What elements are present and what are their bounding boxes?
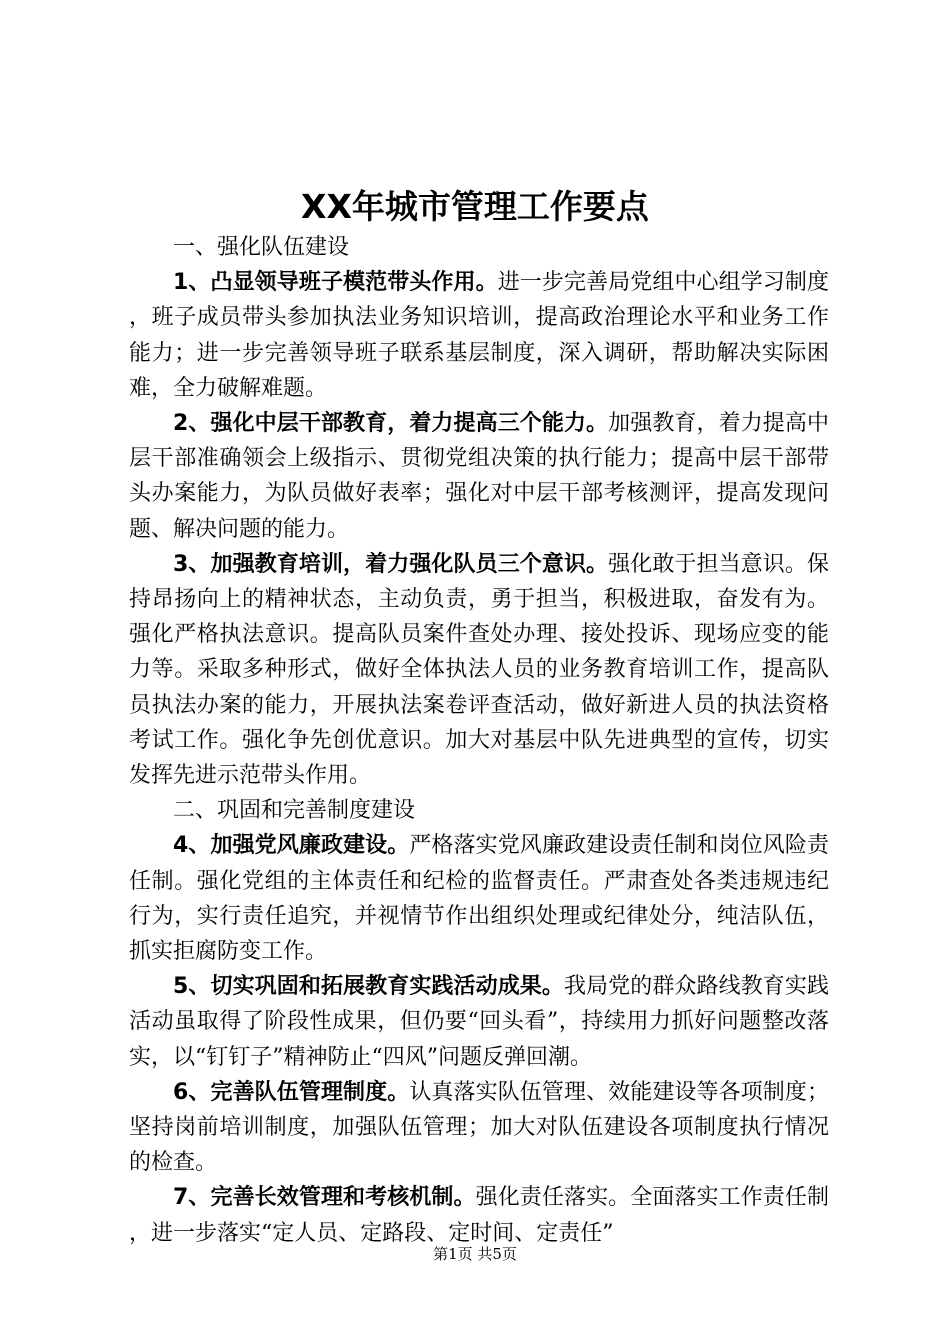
paragraph-lead: 2、强化中层干部教育，着力提高三个能力。 — [173, 411, 609, 437]
paragraph-lead: 6、完善队伍管理制度。 — [173, 1079, 410, 1105]
paragraph-lead: 4、加强党风廉政建设。 — [173, 833, 410, 859]
paragraph-text: 严格落实党风廉政建设责任制和岗位风险责任制。强化党组的主体责任和纪检的监督责任。严肃查处各类违规违纪行为，实行责任追究，并视情节作出组织处理或纪律处分，纯洁队伍，抓实拒腐防变工作。 — [129, 833, 829, 965]
document-body — [129, 230, 829, 1251]
document-title: XX年城市管理工作要点 — [301, 187, 649, 226]
paragraph-text: 强化责任落实。全面落实工作责任制，进一步落实“定人员、定路段、定时间、定责任” — [129, 1185, 829, 1246]
page-number-footer: 第1页 共5页 — [433, 1245, 517, 1263]
paragraph-text: 强化敢于担当意识。保持昂扬向上的精神状态，主动负责，勇于担当，积极进取，奋发有为。强化严格执法意识。提高队员案件查处办理、接处投诉、现场应变的能力等。采取多种形式，做好全体执法人员的业务教育培训工作，提高队员执法办案的能力，开展执法案卷评查活动，做好新进人员的执法资格考试工作。强化争先创优意识。加大对基层中队先进典型的宣传，切实发挥先进示范带头作用。 — [129, 551, 829, 789]
paragraph — [129, 265, 829, 406]
paragraph — [129, 406, 829, 547]
paragraph — [129, 969, 829, 1075]
paragraph-lead: 7、完善长效管理和考核机制。 — [173, 1185, 476, 1211]
paragraph — [129, 1180, 829, 1250]
paragraph-lead: 5、切实巩固和拓展教育实践活动成果。 — [173, 974, 564, 1000]
paragraph-lead: 1、凸显领导班子模范带头作用。 — [173, 270, 498, 296]
section-heading: 一、强化队伍建设 — [173, 235, 350, 260]
paragraph-text: 我局党的群众路线教育实践活动虽取得了阶段性成果，但仍要“回头看”，持续用力抓好问题整改落实，以“钉钉子”精神防止“四风”问题反弹回潮。 — [129, 974, 829, 1070]
paragraph-text: 认真落实队伍管理、效能建设等各项制度；坚持岗前培训制度，加强队伍管理；加大对队伍建设各项制度执行情况的检查。 — [129, 1079, 829, 1176]
paragraph — [129, 828, 829, 969]
section-heading: 二、巩固和完善制度建设 — [173, 798, 416, 824]
paragraph-lead: 3、加强教育培训，着力强化队员三个意识。 — [173, 551, 609, 577]
paragraph-text: 进一步完善局党组中心组学习制度，班子成员带头参加执法业务知识培训，提高政治理论水平和业务工作能力；进一步完善领导班子联系基层制度，深入调研，帮助解决实际困难，全力破解难题。 — [129, 270, 829, 401]
paragraph-text: 加强教育，着力提高中层干部准确领会上级指示、贯彻党组决策的执行能力；提高中层干部带头办案能力，为队员做好表率；强化对中层干部考核测评，提高发现问题、解决问题的能力。 — [129, 411, 829, 542]
paragraph — [129, 1075, 829, 1181]
paragraph — [129, 547, 829, 793]
